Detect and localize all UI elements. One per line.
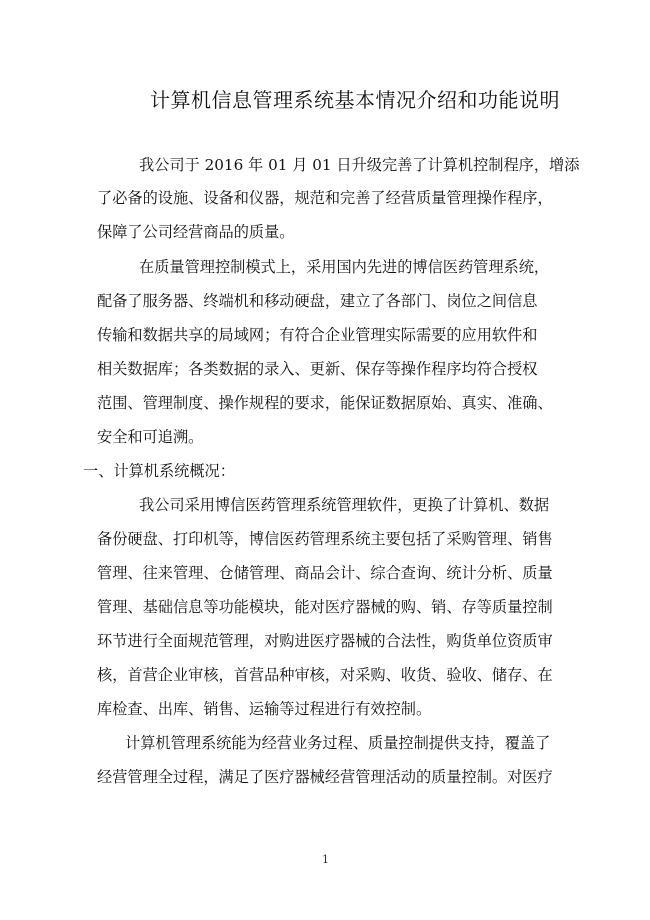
paragraph-2-line-2: 配备了服务器、终端机和移动硬盘，建立了各部门、岗位之间信息 [97, 292, 538, 310]
page-number: 1 [322, 853, 329, 866]
paragraph-2-line-5: 范围、管理制度、操作规程的要求，能保证数据原始、真实、准确、 [97, 394, 553, 412]
paragraph-3-line-5: 环节进行全面规范管理，对购进医疗器械的合法性，购货单位资质审 [97, 632, 553, 650]
paragraph-3-line-6: 核，首营企业审核，首营品种审核，对采购、收货、验收、储存、在 [97, 666, 553, 684]
paragraph-4-line-1: 计算机管理系统能为经营业务过程、质量控制提供支持，覆盖了 [125, 734, 551, 752]
paragraph-3-line-2: 备份硬盘、打印机等，博信医药管理系统主要包括了采购管理、销售 [97, 530, 553, 548]
paragraph-3-line-4: 管理、基础信息等功能模块，能对医疗器械的购、销、存等质量控制 [97, 598, 553, 616]
paragraph-1-line-3: 保障了公司经营商品的质量。 [97, 223, 295, 241]
document-title: 计算机信息管理系统基本情况介绍和功能说明 [150, 88, 560, 112]
paragraph-1-line-1: 我公司于 2016 年 01 月 01 日升级完善了计算机控制程序，增添 [139, 156, 580, 174]
paragraph-3-line-3: 管理、往来管理、仓储管理、商品会计、综合查询、统计分析、质量 [97, 564, 553, 582]
paragraph-2-line-6: 安全和可追溯。 [97, 428, 204, 446]
paragraph-2-line-1: 在质量管理控制模式上，采用国内先进的博信医药管理系统， [139, 258, 550, 276]
paragraph-3-line-1: 我公司采用博信医药管理系统管理软件，更换了计算机、数据 [139, 496, 550, 514]
section-heading-1: 一、计算机系统概况： [83, 462, 235, 480]
paragraph-2-line-3: 传输和数据共享的局域网；有符合企业管理实际需要的应用软件和 [97, 326, 538, 344]
paragraph-1-line-2: 了必备的设施、设备和仪器，规范和完善了经营质量管理操作程序， [97, 189, 553, 207]
paragraph-2-line-4: 相关数据库；各类数据的录入、更新、保存等操作程序均符合授权 [97, 360, 538, 378]
paragraph-4-line-2: 经营管理全过程，满足了医疗器械经营管理活动的质量控制。对医疗 [97, 768, 553, 786]
paragraph-3-line-7: 库检查、出库、销售、运输等过程进行有效控制。 [97, 700, 432, 718]
